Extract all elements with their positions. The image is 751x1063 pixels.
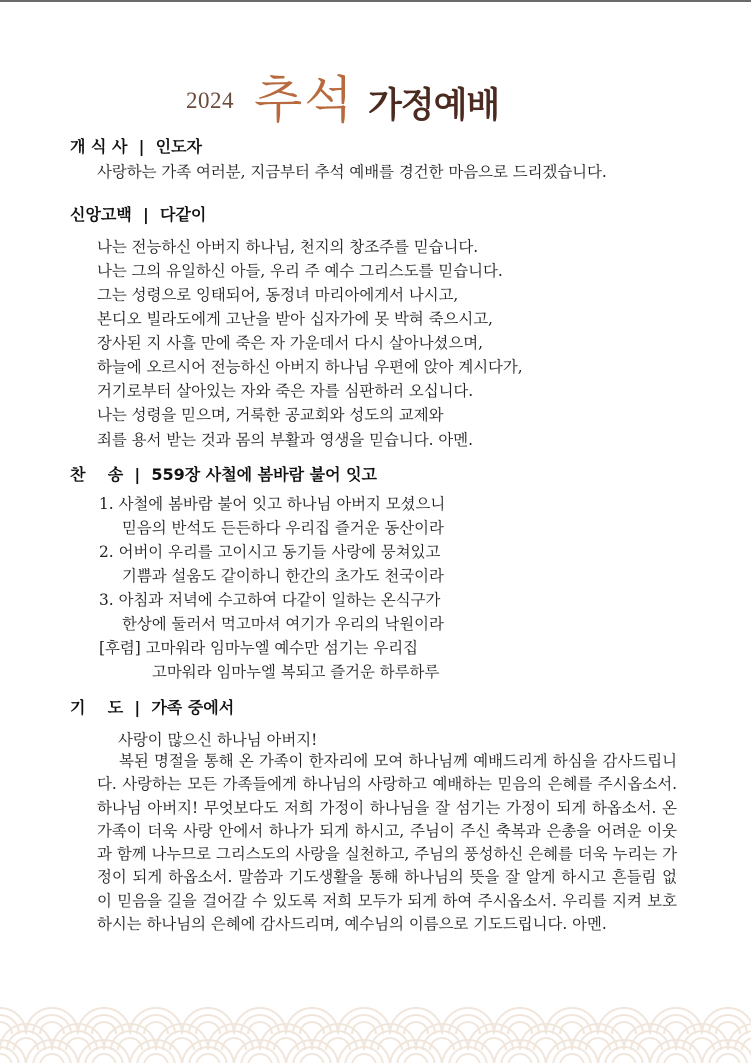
opening-text: 사랑하는 가족 여러분, 지금부터 추석 예배를 경건한 마음으로 드리겠습니다. (97, 163, 607, 181)
wave-arc (612, 1054, 636, 1063)
hymn-verse-line: 2. 어버이 우리를 고이시고 동기들 사랑에 뭉쳐있고 (99, 543, 441, 561)
title-year: 2024 (186, 88, 234, 113)
title-family-worship: 가정예배 (368, 86, 500, 126)
wave-arc (189, 1015, 227, 1034)
wave-arc (0, 1054, 12, 1063)
hymn-verse-line: 믿음의 반석도 든든하다 우리집 즐거운 동산이라 (122, 519, 444, 537)
hymn-verse-line: 1. 사철에 봄바람 불어 잇고 하나님 아버지 모셨으니 (99, 495, 446, 513)
wave-arc (397, 1015, 435, 1034)
creed-line: 나는 그의 유일하신 아들, 우리 주 예수 그리스도를 믿습니다. (97, 262, 503, 280)
creed-line: 죄를 용서 받는 것과 몸의 부활과 영생을 믿습니다. 아멘. (97, 431, 474, 449)
wave-arc (352, 1054, 376, 1063)
creed-heading: 신앙고백 | 다같이 (70, 205, 207, 224)
wave-arc (345, 1015, 383, 1034)
wave-arc (449, 1015, 487, 1034)
wave-arc (508, 1054, 532, 1063)
opening-heading: 개 식 사 | 인도자 (70, 137, 203, 156)
hymn-chorus-line: 고마워라 임마누엘 복되고 즐거운 하루하루 (152, 663, 440, 681)
creed-line: 거기로부터 살아있는 자와 죽은 자를 심판하러 오십니다. (97, 382, 474, 400)
wave-arc (241, 1015, 279, 1034)
hymn-chorus-line: [후렴] 고마워라 임마누엘 예수만 섬기는 우리집 (99, 639, 418, 657)
prayer-greeting: 사랑이 많으신 하나님 아버지! (118, 731, 318, 749)
wave-arc (716, 1054, 740, 1063)
wave-arc (664, 1054, 688, 1063)
wave-arc (85, 1015, 123, 1034)
wave-arc (137, 1015, 175, 1034)
creed-line: 그는 성령으로 잉태되어, 동정녀 마리아에게서 나시고, (97, 286, 459, 304)
wave-pattern-decoration (0, 1000, 751, 1063)
wave-arc (605, 1015, 643, 1034)
hymn-verse-line: 한상에 둘러서 먹고마셔 여기가 우리의 낙원이라 (122, 615, 444, 633)
page-title (0, 58, 751, 138)
creed-line: 나는 성령을 믿으며, 거룩한 공교회와 성도의 교제와 (97, 406, 444, 424)
wave-arc (40, 1054, 64, 1063)
creed-line: 본디오 빌라도에게 고난을 받아 십자가에 못 박혀 죽으시고, (97, 310, 493, 328)
wave-arc (553, 1015, 591, 1034)
wave-arc (456, 1054, 480, 1063)
wave-arc (92, 1054, 116, 1063)
title-chuseok: 추석 (254, 71, 355, 129)
prayer-body: 복된 명절을 통해 온 가족이 한자리에 모여 하나님께 예배드리게 하심을 감사드립니다. 사랑하는 모든 가족들에게 하나님의 사랑하고 예배하는 믿음의 은혜를 주시옵소서. 하나님 아버지! 무엇보다도 저희 가정이 하나님을 잘 섬기는 가정이 되게 하옵소서. 온 가족이 더욱 사랑 안에서 하나가 되게 하시고, 주님이 주신 축복과 은총을 어려운 이웃과 함께 나누므로 그리스도의 사랑을 실천하고, 주님의 풍성하신 은혜를 더욱 누리는 가정이 되게 하옵소서. 말씀과 기도생활을 통해 하나님의 뜻을 잘 알게 하시고 흔들림 없이 믿음을 길을 걸어갈 수 있도록 저희 모두가 되게 하여 주시옵소서. 우리를 지켜 보호하시는 하나님의 은혜에 감사드리며, 예수님의 이름으로 기도드립니다. 아멘. (97, 752, 677, 934)
wave-arc (293, 1015, 331, 1034)
creed-line: 나는 전능하신 아버지 하나님, 천지의 창조주를 믿습니다. (97, 238, 479, 256)
hymn-heading: 찬 송 | 559장 사철에 봄바람 불어 잇고 (70, 465, 378, 484)
creed-line: 하늘에 오르시어 전능하신 아버지 하나님 우편에 앉아 계시다가, (97, 358, 523, 376)
wave-arc (657, 1015, 695, 1034)
wave-arc (709, 1015, 747, 1034)
hymn-verse-line: 3. 아침과 저녁에 수고하여 다같이 일하는 온식구가 (99, 591, 441, 609)
wave-arc (196, 1054, 220, 1063)
wave-arc (248, 1054, 272, 1063)
wave-arc (501, 1015, 539, 1034)
wave-arc (560, 1054, 584, 1063)
creed-line: 장사된 지 사흘 만에 죽은 자 가운데서 다시 살아나셨으며, (97, 334, 483, 352)
wave-arc (404, 1054, 428, 1063)
wave-arc (144, 1054, 168, 1063)
wave-arc (33, 1015, 71, 1034)
wave-arc (300, 1054, 324, 1063)
hymn-verse-line: 기쁨과 설움도 같이하니 한간의 초가도 천국이라 (122, 567, 444, 585)
top-border-line (0, 0, 751, 2)
prayer-heading: 기 도 | 가족 중에서 (70, 698, 235, 717)
